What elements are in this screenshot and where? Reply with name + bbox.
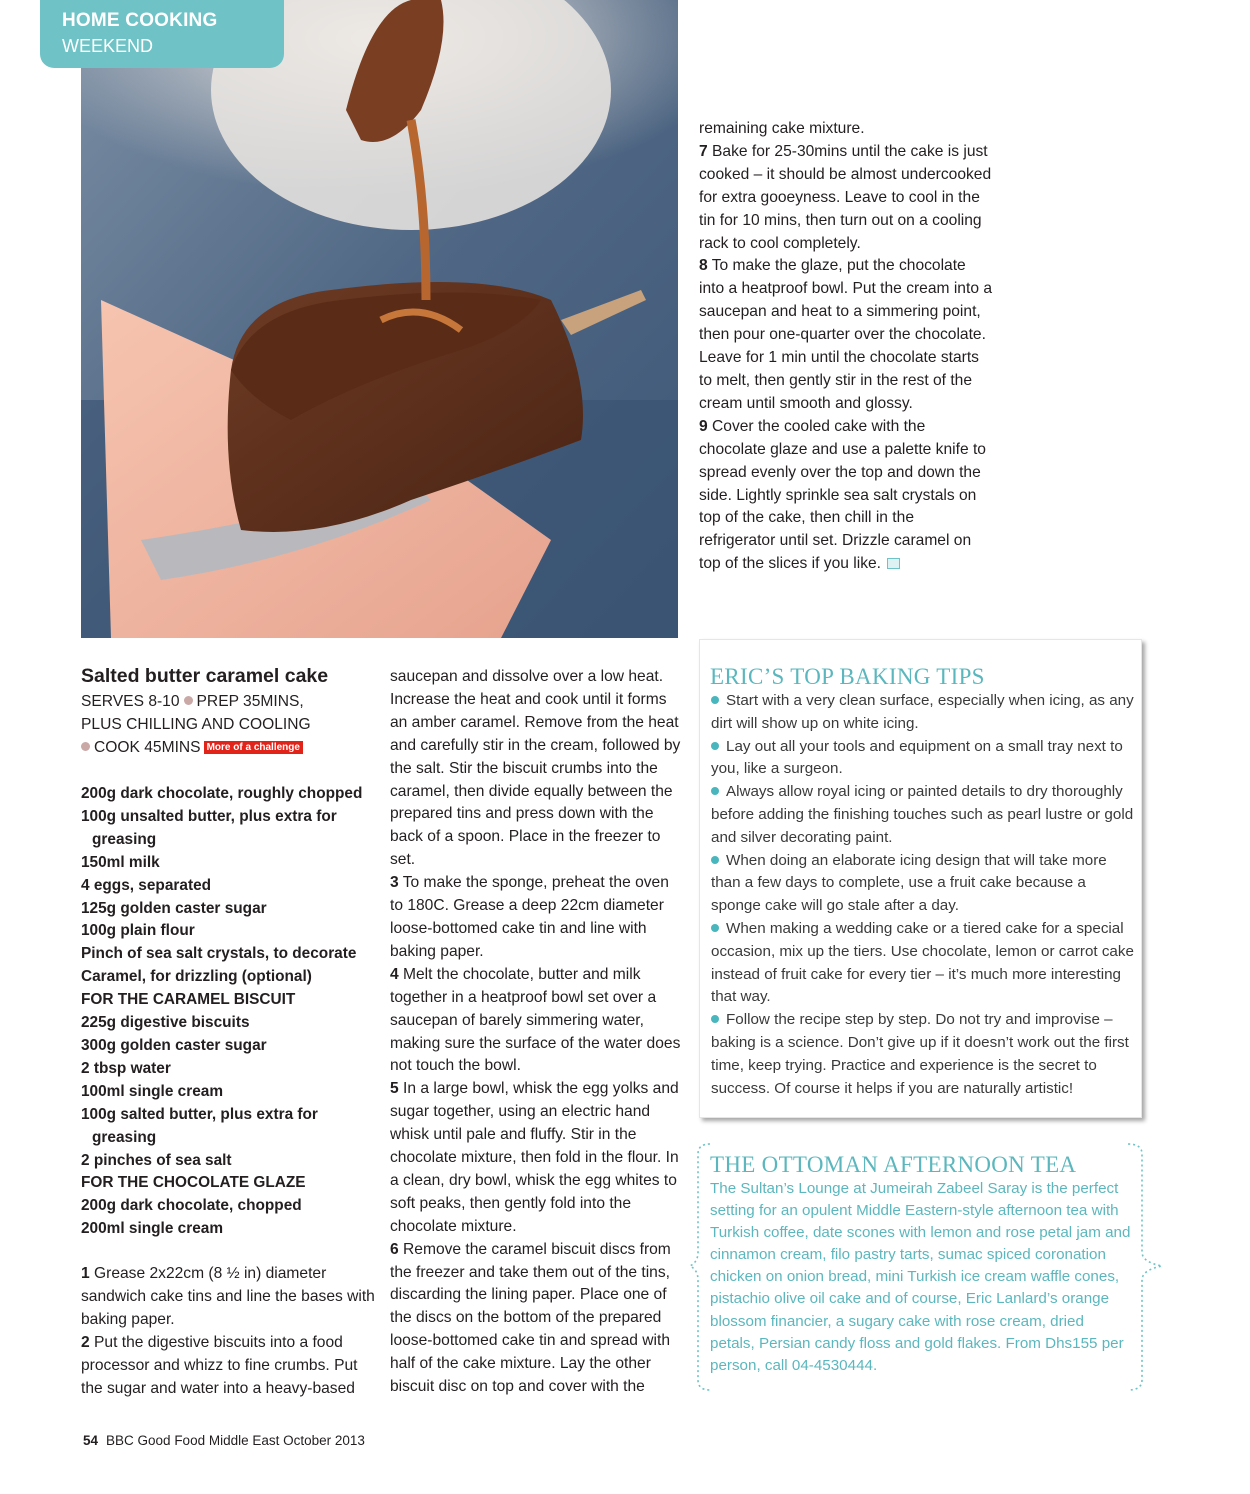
step-text: In a large bowl, whisk the egg yolks and sugar together, using an electric hand whisk until pale and fluffy. Stir in the chocolate mixture, then fold in the flour. In a clean, dry bowl, whisk the egg whites to soft peaks, then gently fold into the chocolate mixture. [390, 1080, 679, 1235]
method-step [81, 1263, 381, 1332]
method-step [390, 964, 685, 1079]
bullet-dot-icon [184, 696, 193, 705]
cake-photo [81, 0, 678, 638]
end-mark-icon [887, 558, 900, 569]
recipe-title: Salted butter caramel cake [81, 665, 329, 687]
ingredient-item: 200ml single cream [81, 1220, 224, 1238]
ingredient-item: greasing [92, 1128, 157, 1146]
tip-text: Start with a very clean surface, especially when icing, as any dirt will show up on white icing. [711, 692, 1134, 732]
step-number: 8 [699, 257, 708, 275]
recipe-column-2 [390, 666, 685, 1399]
step-number: 7 [699, 142, 708, 160]
step-text: Melt the chocolate, butter and milk together in a heatproof bowl set over a saucepan of barely simmering water, making sure the surface of the water does not touch the bowl. [390, 965, 681, 1075]
step-text: To make the sponge, preheat the oven to 180C. Grease a deep 22cm diameter loose-bottomed cake tin and line with baking paper. [390, 874, 669, 960]
ingredient-item: 150ml milk [81, 853, 160, 871]
tip-item [711, 736, 1135, 782]
ingredient-item: 200g dark chocolate, roughly chopped [81, 785, 363, 802]
step-text: Cover the cooled cake with the chocolate glaze and use a palette knife to spread evenly over the top and down the side. Lightly sprinkle sea salt crystals on top of the cake, then chill in the refrigerator until set. Drizzle caramel on top of the slices if you like. [699, 417, 986, 573]
tip-text: Follow the recipe step by step. Do not try and improvise – baking is a science. Don’t give up if it doesn’t work out the first time, keep trying. Practice and experience is the secret to success. Of course it helps if you are naturally artistic! [711, 1011, 1129, 1097]
page-footer [83, 1433, 365, 1448]
tip-text: When doing an elaborate icing design that will take more than a few days to complete, use a fruit cake because a sponge cake will go stale after a day. [711, 851, 1107, 915]
tips-list [711, 690, 1135, 1100]
ingredient-item: 300g golden caster sugar [81, 1036, 267, 1054]
ingredient-item: 100g unsalted butter, plus extra for [81, 807, 337, 825]
step-number: 4 [390, 965, 399, 983]
cook-time: COOK 45MINS [94, 739, 201, 756]
method-steps [81, 1263, 381, 1400]
bullet-icon [711, 787, 719, 795]
step-text: saucepan and dissolve over a low heat. Increase the heat and cook until it forms an amber caramel. Remove from the heat and carefully stir in the cream, followed by the salt. Stir the biscuit crumbs into the caramel, then divide equally between the prepared tins and press down with the back of a spoon. Place in the freezer to set. [390, 668, 681, 869]
section-tab [40, 0, 284, 68]
bullet-icon [711, 924, 719, 932]
bullet-dot-icon [81, 742, 90, 751]
tip-item [711, 850, 1135, 918]
step-number: 6 [390, 1240, 399, 1258]
ingredient-item: 100g salted butter, plus extra for [81, 1105, 318, 1123]
ingredient-item: Caramel, for drizzling (optional) [81, 968, 312, 986]
recipe-column-3 [699, 118, 994, 576]
tip-text: Lay out all your tools and equipment on a small tray next to you, like a surgeon. [711, 737, 1123, 778]
bullet-icon [711, 856, 719, 864]
bullet-icon [711, 696, 719, 704]
method-step [390, 1078, 685, 1238]
prep-note: PLUS CHILLING AND COOLING [81, 716, 311, 733]
ingredient-item: greasing [92, 830, 157, 848]
bullet-icon [711, 1015, 719, 1023]
ottoman-heading: THE OTTOMAN AFTERNOON TEA [710, 1152, 1077, 1177]
step-number: 3 [390, 874, 399, 892]
ingredient-item: 4 eggs, separated [81, 876, 212, 894]
ingredients-list [81, 783, 381, 1241]
recipe-column-1 [81, 664, 381, 1401]
ingredient-item: 2 pinches of sea salt [81, 1151, 232, 1169]
tip-item [711, 1009, 1135, 1100]
ingredient-item: 100ml single cream [81, 1082, 224, 1100]
step-text: To make the glaze, put the chocolate into a heatproof bowl. Put the cream into a saucepan and heat to a simmering point, then pour one-quarter over the chocolate. Leave for 1 min until the chocolate starts to melt, then gently stir in the rest of the cream until smooth and glossy. [699, 257, 992, 412]
page-number: 54 [83, 1433, 99, 1448]
baking-tips-box [699, 639, 1142, 1118]
section-subtitle: WEEKEND [62, 36, 154, 56]
step-number: 5 [390, 1080, 399, 1098]
section-title: HOME COOKING [62, 10, 218, 31]
tip-item [711, 690, 1135, 736]
publication-info: BBC Good Food Middle East October 2013 [106, 1433, 365, 1448]
method-step [81, 1332, 381, 1401]
prep-time: PREP 35MINS, [196, 693, 304, 710]
ingredient-item: 100g plain flour [81, 922, 195, 940]
step-text: Put the digestive biscuits into a food processor and whizz to fine crumbs. Put the sugar and water into a heavy-based [81, 1333, 358, 1397]
tip-item [711, 918, 1135, 1009]
method-step [699, 141, 994, 256]
step-number: 1 [81, 1265, 90, 1283]
ingredient-item: FOR THE CARAMEL BISCUIT [81, 991, 296, 1009]
tip-text: Always allow royal icing or painted details to dry thoroughly before adding the finishing touches such as pearl lustre or gold and silver decorating paint. [711, 783, 1134, 846]
tip-text: When making a wedding cake or a tiered cake for a special occasion, mix up the tiers. Use chocolate, lemon or carrot cake instead of fruit cake for every tier – it’s much more interesting that way. [711, 919, 1134, 1006]
ingredient-item: 2 tbsp water [81, 1059, 171, 1077]
method-step [699, 255, 994, 415]
ottoman-afternoon-tea-box [686, 1140, 1166, 1395]
method-step [390, 872, 685, 964]
recipe-meta [81, 690, 381, 759]
ingredient-item: 225g digestive biscuits [81, 1014, 250, 1032]
ingredient-item: FOR THE CHOCOLATE GLAZE [81, 1174, 306, 1192]
method-step [390, 1239, 685, 1399]
ottoman-body: The Sultan’s Lounge at Jumeirah Zabeel Saray is the perfect setting for an opulent Middle Eastern-style afternoon tea with Turkish coffee, date scones with lemon and rose petal jam and cinnamon cream, filo pastry tarts, sumac spiced coronation chicken on onion bread, mini Turkish ice cream waffle cones, pistachio olive oil cake and of course, Eric Lanlard’s orange blossom financier, a sugary cake with rose cream, dried petals, Persian candy floss and gold flakes. From Dhs155 per person, call 04-4530444. [710, 1180, 1131, 1374]
difficulty-badge: More of a challenge [204, 741, 303, 754]
step-number: 9 [699, 417, 708, 435]
step-text: remaining cake mixture. [699, 120, 865, 137]
step-text: Bake for 25-30mins until the cake is just cooked – it should be almost undercooked for extra gooeyness. Leave to cool in the tin for 10 mins, then turn out on a cooling rack to cool completely. [699, 142, 992, 252]
ingredient-item: 200g dark chocolate, chopped [81, 1197, 302, 1215]
step-number: 2 [81, 1333, 90, 1351]
step-text: Remove the caramel biscuit discs from the freezer and take them out of the tins, discarding the lining paper. Place one of the discs on the bottom of the prepared loose-bottomed cake tin and spread with half of the cake mixture. Lay the other biscuit disc on top and cover with the [390, 1240, 671, 1396]
ingredient-item: Pinch of sea salt crystals, to decorate [81, 945, 357, 963]
method-step [699, 118, 994, 141]
tip-item [711, 781, 1135, 849]
bullet-icon [711, 742, 719, 750]
tips-heading: ERIC’S TOP BAKING TIPS [710, 664, 985, 689]
step-text: Grease 2x22cm (8 ½ in) diameter sandwich cake tins and line the bases with baking paper. [81, 1265, 375, 1328]
serves: SERVES 8-10 [81, 693, 180, 710]
method-step [699, 416, 994, 576]
ingredient-item: 125g golden caster sugar [81, 899, 267, 917]
method-step [390, 666, 685, 872]
